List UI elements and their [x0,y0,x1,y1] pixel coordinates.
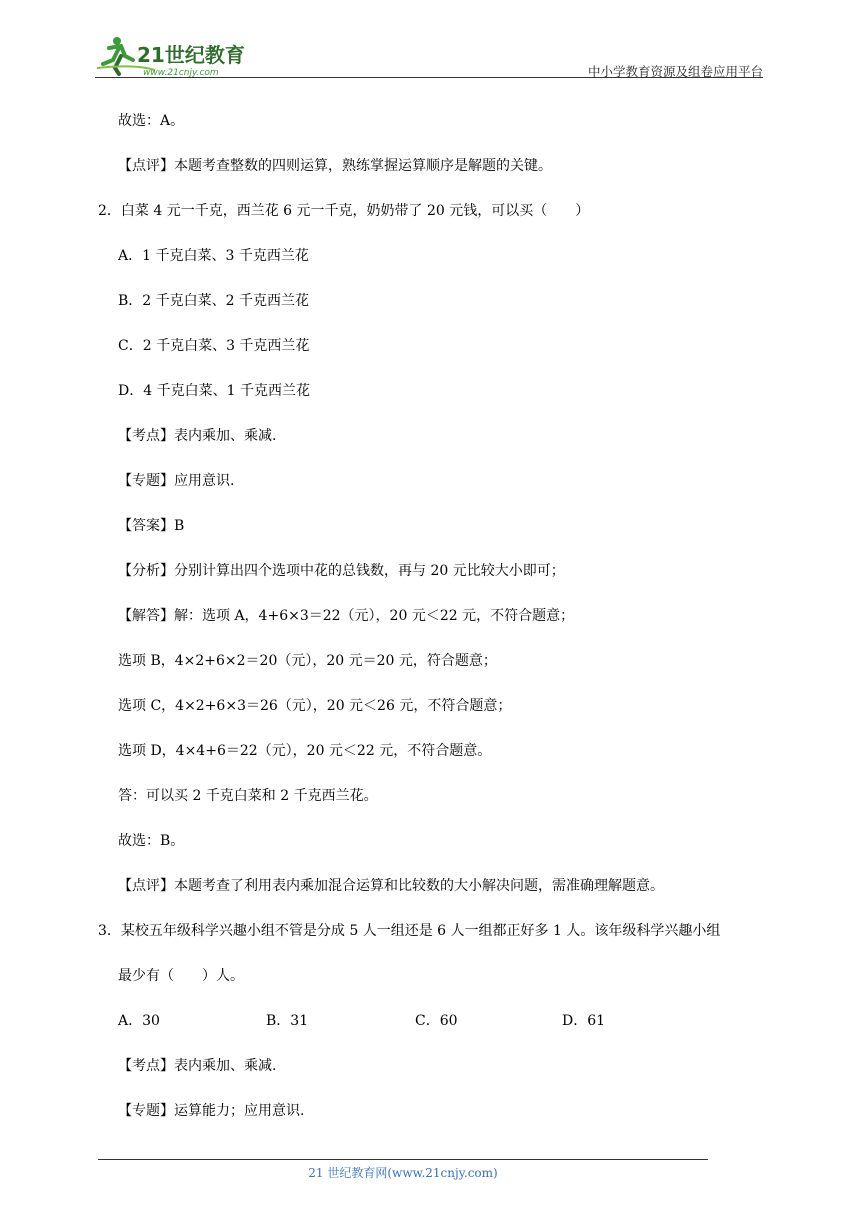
question-2-comment: 【点评】本题考查了利用表内乘加混合运算和比较数的大小解决问题，需准确理解题意。 [118,878,664,894]
logo-url: www.21cnjy.com [143,68,219,78]
question-3-stem: 3．某校五年级科学兴趣小组不管是分成 5 人一组还是 6 人一组都正好多 1 人。该年级科学兴趣小组 [98,923,721,939]
footer-divider [98,1159,708,1160]
question-2-option-d: D．4 千克白菜、1 千克西兰花 [118,383,310,399]
question-3-option-d: D．61 [562,1013,606,1029]
question-3-kaodian: 【考点】表内乘加、乘减. [118,1058,277,1074]
question-2-stem: 2．白菜 4 元一千克，西兰花 6 元一千克，奶奶带了 20 元钱，可以买（ ） [98,203,590,219]
question-2-solution-c: 选项 C，4×2+6×3＝26（元），20 元＜26 元，不符合题意； [118,698,512,714]
brand-logo[interactable] [95,34,265,78]
question-2-kaodian: 【考点】表内乘加、乘减. [118,428,277,444]
question-2-solution: 【解答】解：选项 A，4+6×3＝22（元），20 元＜22 元，不符合题意； [118,608,575,624]
footer-link[interactable]: 21 世纪教育网(www.21cnjy.com) [308,1166,498,1180]
question-2-option-a: A．1 千克白菜、3 千克西兰花 [118,248,309,264]
question-2-answer: 【答案】B [118,518,185,534]
question-2-option-b: B．2 千克白菜、2 千克西兰花 [118,293,310,309]
question-3-zhuanti: 【专题】运算能力；应用意识. [118,1103,305,1119]
question-3-options [118,1011,678,1031]
comment-line: 【点评】本题考查整数的四则运算，熟练掌握运算顺序是解题的关键。 [118,158,552,174]
question-3-option-c: C．60 [415,1013,458,1029]
question-2-analysis: 【分析】分别计算出四个选项中花的总钱数，再与 20 元比较大小即可； [118,563,565,579]
question-3-option-a: A．30 [118,1013,160,1029]
platform-name: 中小学教育资源及组卷应用平台 [587,64,763,79]
page-header [95,34,763,78]
logo-text: 21世纪教育 [137,43,245,67]
question-2-solution-b: 选项 B，4×2+6×2＝20（元），20 元＝20 元，符合题意； [118,653,497,669]
runner-logo-icon [95,34,265,78]
question-3-stem-cont: 最少有（ ）人。 [118,968,244,984]
question-3-option-b: B．31 [266,1013,309,1029]
question-2-final-answer: 答：可以买 2 千克白菜和 2 千克西兰花。 [118,788,378,804]
question-2-choice: 故选：B。 [118,833,185,849]
header-divider [95,77,763,78]
question-2-option-c: C．2 千克白菜、3 千克西兰花 [118,338,310,354]
answer-choice-line: 故选：A。 [118,113,185,129]
question-2-zhuanti: 【专题】应用意识. [118,473,235,489]
question-2-solution-d: 选项 D，4×4+6＝22（元），20 元＜22 元，不符合题意。 [118,743,492,759]
